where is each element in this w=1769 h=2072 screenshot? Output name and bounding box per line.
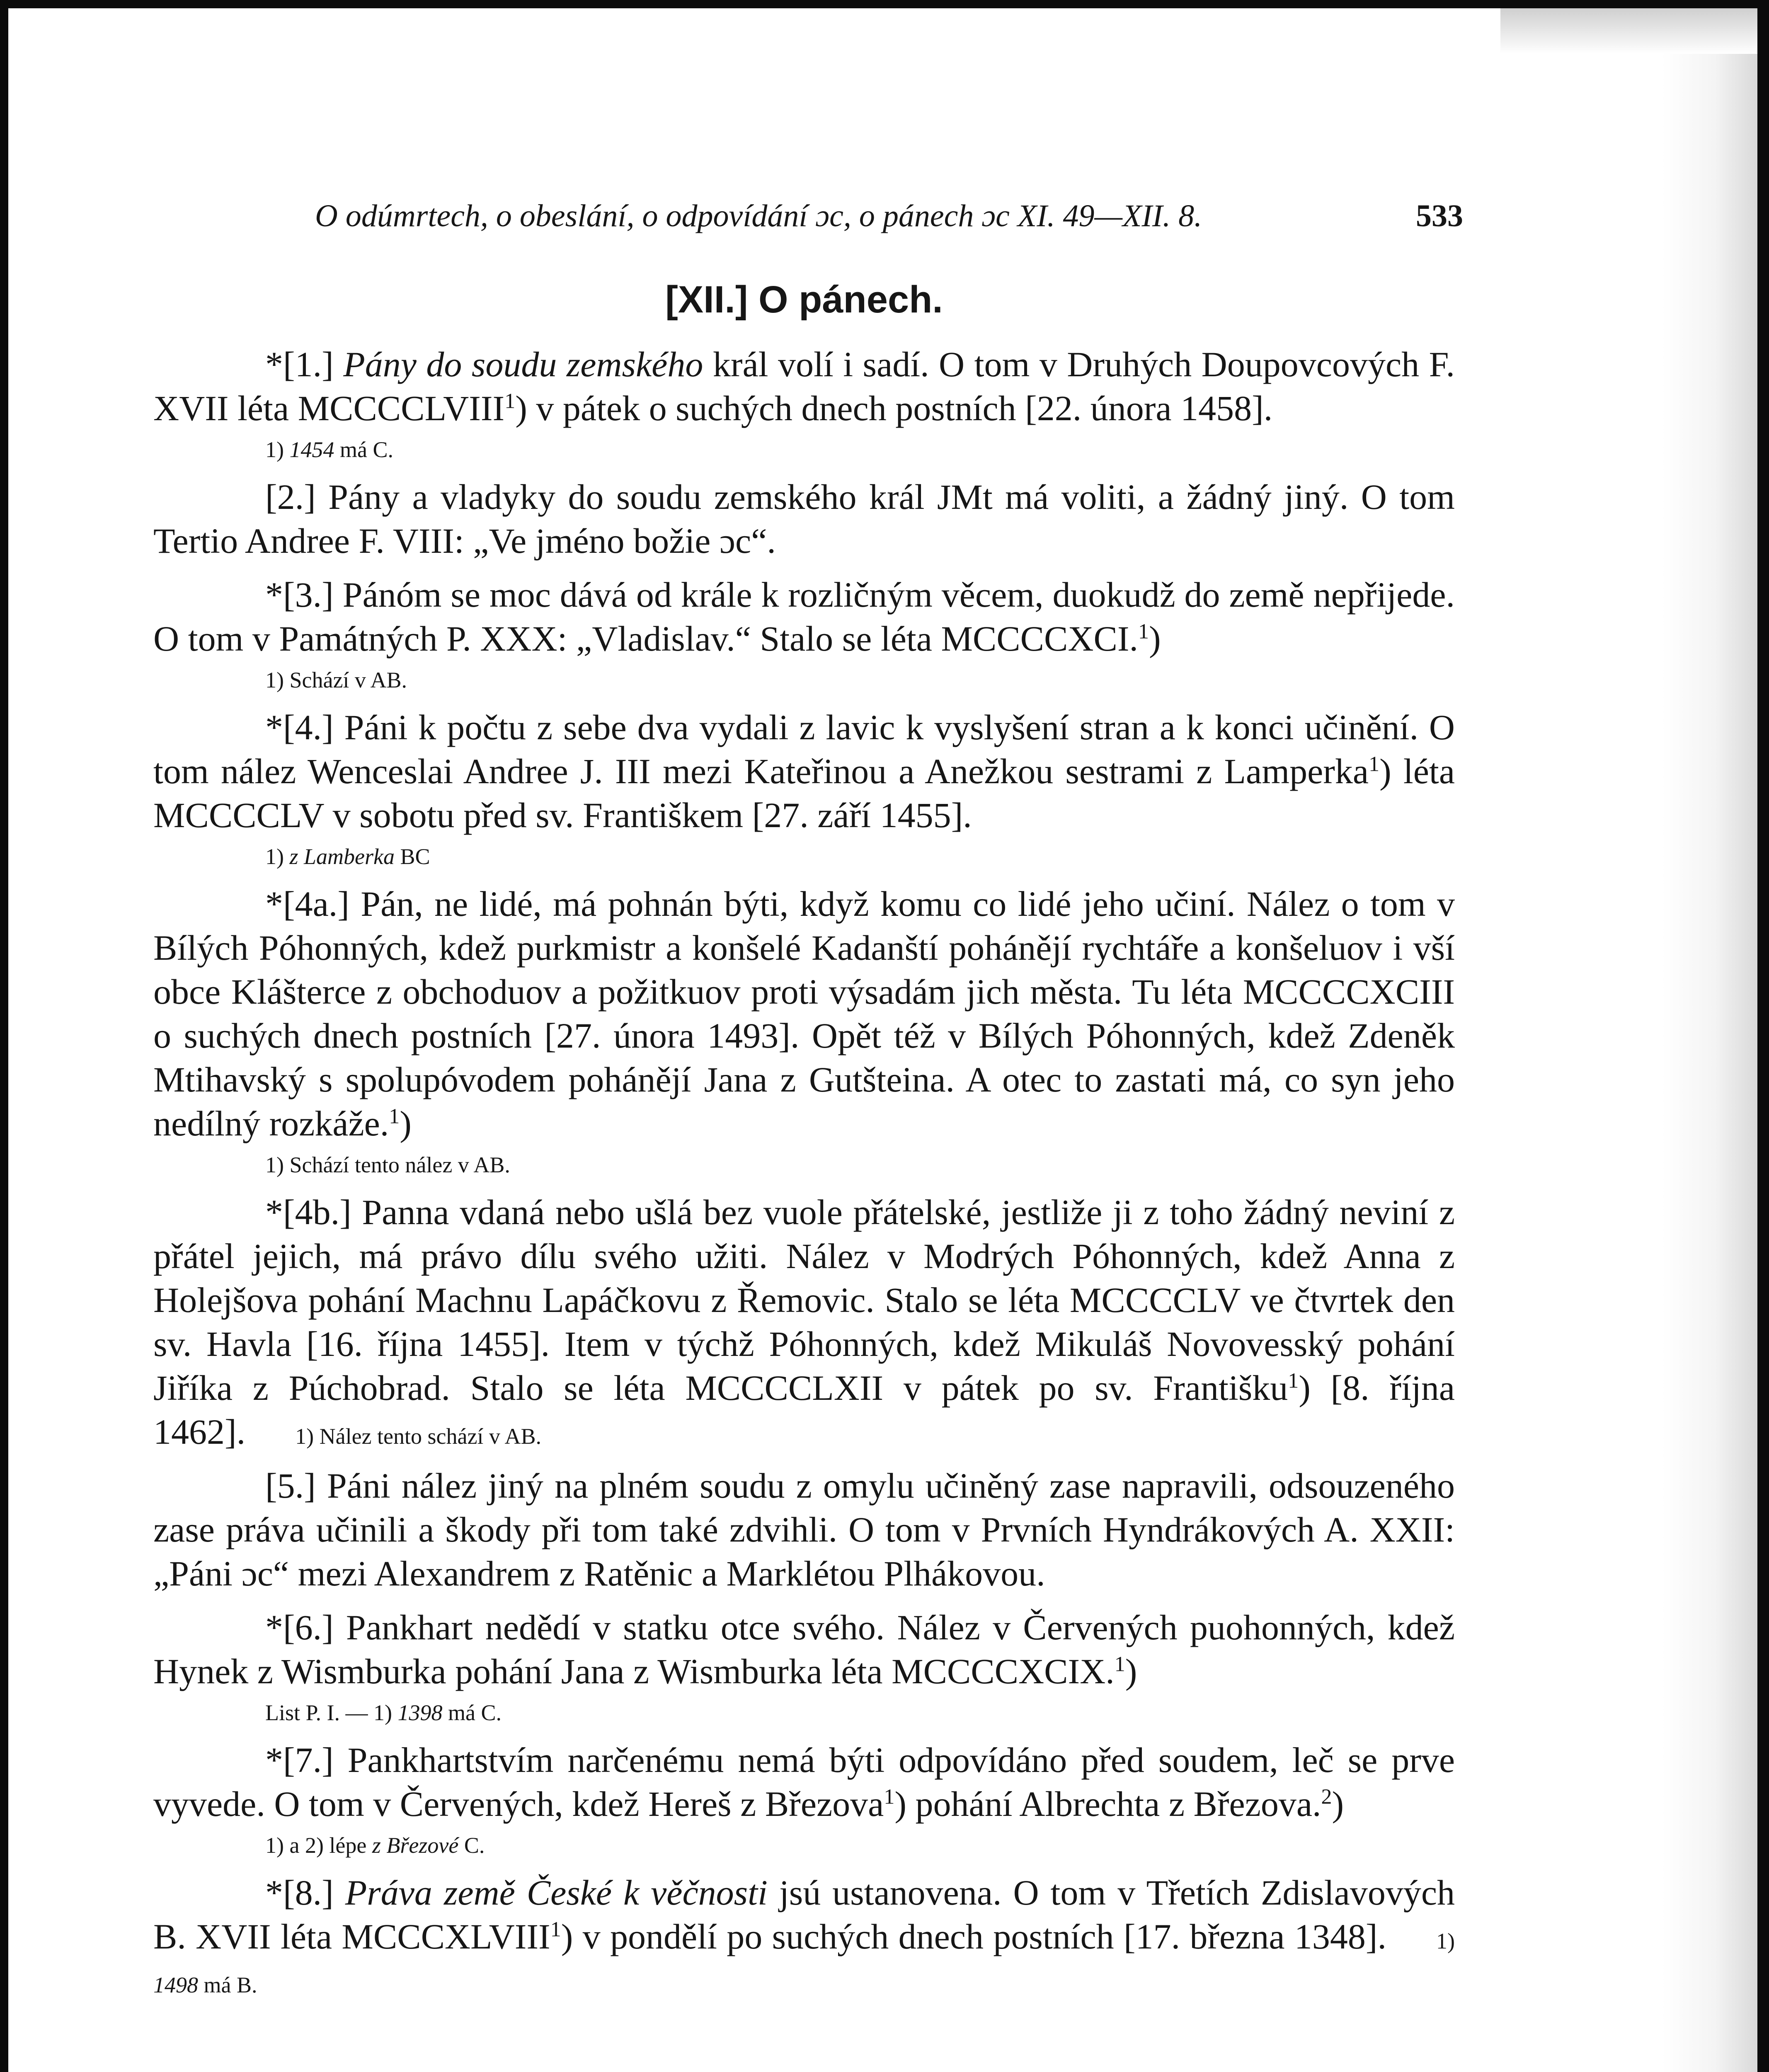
footnote-ref: 1 bbox=[1138, 620, 1149, 644]
entry-text: král volí i sadí. O tom v Druhých Doupovcových F. XVII léta MCCCCLVIII bbox=[153, 344, 1455, 428]
entry-text: Pán, ne lidé, má pohnán býti, když komu co lidé jeho učiní. Nález o tom v Bílých Póhonných, kdež purkmistr a konšelé Kadanští pohánějí rychtáře a konšeluov i vší obce Klášterce z obchoduov a požitkuov proti výsadám jich města. Tu léta MCCCCXCIII o suchých dnech postních [27. února 1493]. Opět též v Bílých Póhonných, kdež Zdeněk Mtihavský s spolupóvodem pohánějí Jana z Gutšteina. A otec to zastati má, co syn jeho nedílný rozkáže. bbox=[153, 884, 1455, 1143]
entry-text: Páni nález jiný na plném soudu z omylu učiněný zase napravili, odsouzeného zase práva učinili a škody při tom také zdvihli. O tom v Prvních Hyndrákových A. XXII: „Páni ɔc“ mezi Alexandrem z Ratěnic a Marklétou Plhákovou. bbox=[153, 1466, 1455, 1593]
footnote-italic: 1498 bbox=[153, 1973, 198, 1997]
entry-8 bbox=[153, 1871, 1455, 2002]
entry-text: Pankhart nedědí v statku otce svého. Nález v Červených puohonných, kdež Hynek z Wismburka pohání Jana z Wismburka léta MCCCCXCIX. bbox=[153, 1607, 1455, 1691]
entry-text-after: ) pohání Albrechta z Březova. bbox=[894, 1784, 1321, 1824]
scanned-page bbox=[8, 8, 1757, 2072]
footnote-ref: 1 bbox=[1369, 752, 1380, 776]
entry-text-after: ) bbox=[1125, 1651, 1137, 1691]
footnote-mark: 1) bbox=[295, 1424, 314, 1449]
entry-text-after: ) v pátek o suchých dnech postních [22. února 1458]. bbox=[515, 388, 1273, 428]
entry-number: *[4.] bbox=[265, 707, 334, 747]
entry-3 bbox=[153, 573, 1455, 661]
footnote-italic: 1398 bbox=[397, 1700, 443, 1725]
entry-text-after: ) léta MCCCCLV v sobotu před sv. Františkem [27. září 1455]. bbox=[153, 751, 1455, 835]
entry-text: jsú ustanovena. O tom v Třetích Zdislavových B. XVII léta MCCCXLVIII bbox=[153, 1873, 1455, 1956]
footnote-mark: 1) bbox=[265, 668, 284, 692]
entry-4b bbox=[153, 1190, 1455, 1454]
entry-number: *[1.] bbox=[265, 344, 334, 384]
entry-text-after: ) bbox=[1149, 619, 1161, 658]
entry-4a bbox=[153, 882, 1455, 1145]
entry-number: *[4a.] bbox=[265, 884, 349, 924]
footnote bbox=[265, 435, 1455, 464]
footnote-text: Nález tento schází v AB. bbox=[319, 1424, 541, 1449]
footnote-inline bbox=[295, 1424, 541, 1449]
footnote-text: C. bbox=[458, 1833, 485, 1858]
entry-text: Pánóm se moc dává od krále k rozličným věcem, duokudž do země nepřijede. O tom v Památných P. XXX: „Vladislav.“ Stalo se léta MCCCCXCI. bbox=[153, 575, 1455, 658]
page-corner-shadow bbox=[1500, 8, 1757, 54]
footnote-text: má C. bbox=[442, 1700, 502, 1725]
footnote bbox=[265, 666, 1455, 695]
entry-text: Pány a vladyky do soudu zemského král JMt má voliti, a žádný jiný. O tom Tertio Andree F. VIII: „Ve jméno božie ɔc“. bbox=[153, 477, 1455, 561]
entry-number: *[3.] bbox=[265, 575, 334, 615]
entry-4 bbox=[153, 705, 1455, 837]
footnote-mark: 1) bbox=[265, 844, 284, 869]
footnote-ref: 1 bbox=[1114, 1652, 1125, 1676]
footnote-text: má C. bbox=[334, 437, 393, 462]
footnote-ref: 1 bbox=[389, 1104, 400, 1128]
footnote-italic: z Březové bbox=[372, 1833, 459, 1858]
entry-number: *[6.] bbox=[265, 1607, 334, 1647]
footnote-ref: 1 bbox=[550, 1917, 561, 1941]
footnote-text: Schází tento nález v AB. bbox=[289, 1152, 510, 1177]
footnote-ref: 1 bbox=[504, 389, 516, 413]
section-title: [XII.] O pánech. bbox=[665, 278, 943, 321]
running-header bbox=[315, 198, 1463, 244]
footnote-ref-2: 2 bbox=[1321, 1785, 1332, 1809]
footnote-mark: 1) bbox=[265, 437, 284, 462]
running-title: O odúmrtech, o obeslání, o odpovídání ɔc, o pánech ɔc XI. 49—XII. 8. bbox=[315, 198, 1202, 233]
entry-text-after: ) v pondělí po suchých dnech postních [17. března 1348]. bbox=[561, 1917, 1387, 1956]
footnote-text: Schází v AB. bbox=[289, 668, 407, 692]
page-number: 533 bbox=[1416, 198, 1463, 233]
entry-text: Panna vdaná nebo ušlá bez vuole přátelské, jestliže ji z toho žádný neviní z přátel jejich, má právo dílu svého užiti. Nález v Modrých Póhonných, kdež Anna z Holejšova pohání Machnu Lapáčkovu z Řemovic. Stalo se léta MCCCCLV ve čtvrtek den sv. Havla [16. října 1455]. Item v týchž Póhonných, kdež Mikuláš Novovesský pohání Jiříka z Púchobrad. Stalo se léta MCCCCLXII v pátek po sv. Františku bbox=[153, 1192, 1455, 1408]
footnote-text: má B. bbox=[198, 1973, 257, 1997]
footnote bbox=[265, 1831, 1455, 1860]
entry-text: Páni k počtu z sebe dva vydali z lavic k vyslyšení stran a k konci učinění. O tom nález Wenceslai Andree J. III mezi Kateřinou a Anežkou sestrami z Lamperka bbox=[153, 707, 1455, 791]
entry-number: *[7.] bbox=[265, 1740, 334, 1780]
entry-2 bbox=[153, 475, 1455, 563]
entry-5 bbox=[153, 1464, 1455, 1595]
footnote bbox=[265, 1150, 1455, 1179]
footnote-italic: 1454 bbox=[289, 437, 334, 462]
entry-number: [5.] bbox=[265, 1466, 316, 1506]
entry-1 bbox=[153, 342, 1455, 430]
footnote-mark: 1) bbox=[265, 1152, 284, 1177]
footnote-mark: 1) bbox=[1436, 1929, 1455, 1953]
entry-italic-title: Práva země České k věčnosti bbox=[345, 1873, 768, 1912]
footnote bbox=[265, 1698, 1455, 1727]
entry-number: *[8.] bbox=[265, 1873, 334, 1912]
footnote-italic: z Lamberka bbox=[289, 844, 395, 869]
footnote-mark: List P. I. — 1) bbox=[265, 1700, 393, 1725]
entry-number: [2.] bbox=[265, 477, 316, 517]
footnote-ref: 1 bbox=[884, 1785, 895, 1809]
entry-text-after: ) bbox=[400, 1104, 412, 1143]
page-edge-shadow bbox=[1662, 8, 1757, 2072]
footnote-ref: 1 bbox=[1288, 1369, 1299, 1393]
entry-number: *[4b.] bbox=[265, 1192, 351, 1232]
entry-7 bbox=[153, 1738, 1455, 1826]
footnote bbox=[265, 842, 1455, 871]
entry-text-after: ) [8. října 1462]. bbox=[153, 1368, 1455, 1452]
entry-italic-title: Pány do soudu zemského bbox=[343, 344, 703, 384]
entry-text: Pankhartstvím narčenému nemá býti odpovídáno před soudem, leč se prve vyvede. O tom v Červených, kdež Hereš z Březova bbox=[153, 1740, 1455, 1824]
footnote-text: BC bbox=[394, 844, 430, 869]
entry-6 bbox=[153, 1605, 1455, 1693]
page-body bbox=[153, 269, 1455, 2002]
entry-text-after-2: ) bbox=[1332, 1784, 1344, 1824]
footnote-mark: 1) a 2) lépe bbox=[265, 1833, 367, 1858]
